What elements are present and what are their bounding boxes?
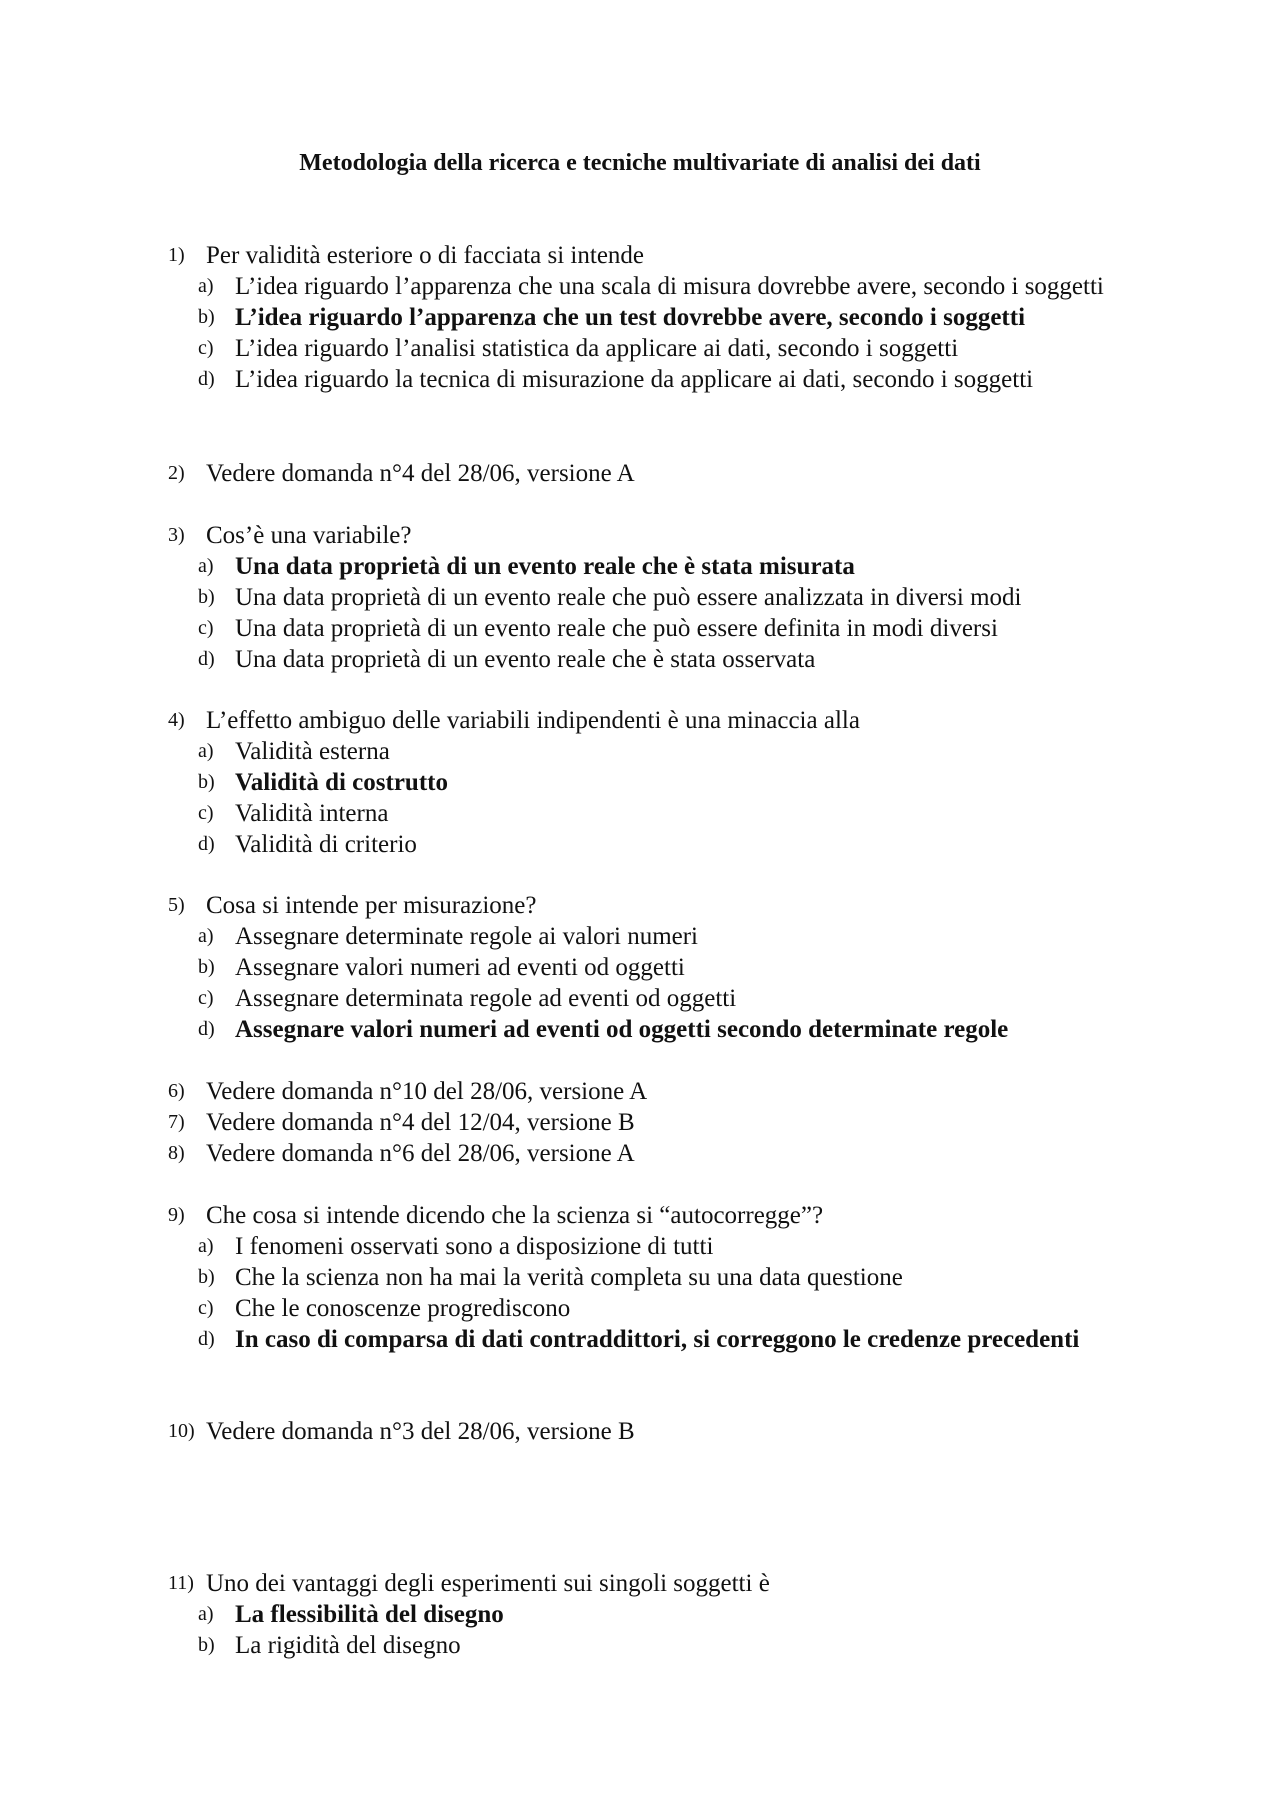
question-3 (168, 520, 1164, 675)
option-letter: b) (198, 1266, 215, 1288)
option-text: Che le conoscenze progrediscono (235, 1295, 571, 1322)
option-letter: a) (198, 740, 214, 762)
question-number: 11) (168, 1572, 194, 1594)
correct-option-text: In caso di comparsa di dati contraddittori, si correggono le credenze precedenti (235, 1326, 1080, 1353)
question-text: Vedere domanda n°4 del 12/04, versione B (206, 1109, 635, 1136)
option-letter: c) (198, 1297, 214, 1319)
correct-option-text: Validità di costrutto (235, 769, 448, 796)
question-9 (168, 1200, 1164, 1355)
question-2 (168, 458, 1164, 489)
question-number: 6) (168, 1080, 185, 1102)
option-letter: d) (198, 1018, 215, 1040)
correct-option-text: Assegnare valori numeri ad eventi od oggetti secondo determinate regole (235, 1016, 1009, 1043)
question-text: Uno dei vantaggi degli esperimenti sui singoli soggetti è (206, 1570, 770, 1597)
option-text: Una data proprietà di un evento reale che è stata osservata (235, 646, 816, 673)
question-number: 10) (168, 1420, 195, 1442)
option-text: Validità interna (235, 800, 389, 827)
question-10 (168, 1416, 1164, 1447)
option-letter: c) (198, 337, 214, 359)
option-text: L’idea riguardo la tecnica di misurazione da applicare ai dati, secondo i soggetti (235, 366, 1034, 393)
option-text: I fenomeni osservati sono a disposizione di tutti (235, 1233, 714, 1260)
option-letter: c) (198, 987, 214, 1009)
option-letter: a) (198, 1603, 214, 1625)
option-letter: a) (198, 555, 214, 577)
question-text: Cos’è una variabile? (206, 522, 412, 549)
question-5 (168, 890, 1164, 1045)
document-title: Metodologia della ricerca e tecniche multivariate di analisi dei dati (299, 150, 981, 176)
question-text: L’effetto ambiguo delle variabili indipendenti è una minaccia alla (206, 707, 860, 734)
option-letter: c) (198, 617, 214, 639)
question-text: Che cosa si intende dicendo che la scienza si “autocorregge”? (206, 1202, 824, 1229)
option-letter: b) (198, 586, 215, 608)
option-text: Assegnare determinate regole ai valori numeri (235, 923, 699, 950)
question-text: Cosa si intende per misurazione? (206, 892, 537, 919)
question-number: 1) (168, 244, 185, 266)
question-number: 9) (168, 1204, 185, 1226)
question-number: 2) (168, 462, 185, 484)
option-letter: b) (198, 771, 215, 793)
option-letter: d) (198, 1328, 215, 1350)
option-text: L’idea riguardo l’apparenza che una scala di misura dovrebbe avere, secondo i soggetti (235, 273, 1104, 300)
question-number: 3) (168, 524, 185, 546)
question-text: Vedere domanda n°6 del 28/06, versione A (206, 1140, 635, 1167)
option-text: La rigidità del disegno (235, 1632, 461, 1659)
correct-option-text: Una data proprietà di un evento reale che è stata misurata (235, 553, 855, 580)
question-text: Vedere domanda n°10 del 28/06, versione A (206, 1078, 648, 1105)
option-letter: d) (198, 833, 215, 855)
question-6-8-group (168, 1076, 1164, 1169)
option-text: L’idea riguardo l’analisi statistica da applicare ai dati, secondo i soggetti (235, 335, 959, 362)
correct-option-text: L’idea riguardo l’apparenza che un test dovrebbe avere, secondo i soggetti (235, 304, 1026, 331)
option-letter: b) (198, 956, 215, 978)
option-letter: a) (198, 925, 214, 947)
question-number: 4) (168, 709, 185, 731)
option-letter: b) (198, 306, 215, 328)
option-text: Validità di criterio (235, 831, 417, 858)
question-number: 7) (168, 1111, 185, 1133)
question-11 (168, 1568, 1164, 1661)
option-text: Assegnare determinata regole ad eventi od oggetti (235, 985, 737, 1012)
question-1 (168, 240, 1164, 395)
question-text: Vedere domanda n°3 del 28/06, versione B (206, 1418, 635, 1445)
option-letter: a) (198, 1235, 214, 1257)
question-number: 5) (168, 894, 185, 916)
option-text: Una data proprietà di un evento reale che può essere definita in modi diversi (235, 615, 998, 642)
correct-option-text: La flessibilità del disegno (235, 1601, 504, 1628)
question-text: Vedere domanda n°4 del 28/06, versione A (206, 460, 635, 487)
question-text: Per validità esteriore o di facciata si intende (206, 242, 645, 269)
option-text: Che la scienza non ha mai la verità completa su una data questione (235, 1264, 903, 1291)
option-letter: b) (198, 1634, 215, 1656)
option-letter: a) (198, 275, 214, 297)
question-number: 8) (168, 1142, 185, 1164)
question-4 (168, 705, 1164, 860)
option-letter: c) (198, 802, 214, 824)
option-text: Validità esterna (235, 738, 390, 765)
option-text: Una data proprietà di un evento reale che può essere analizzata in diversi modi (235, 584, 1022, 611)
option-letter: d) (198, 368, 215, 390)
option-text: Assegnare valori numeri ad eventi od oggetti (235, 954, 685, 981)
option-letter: d) (198, 648, 215, 670)
